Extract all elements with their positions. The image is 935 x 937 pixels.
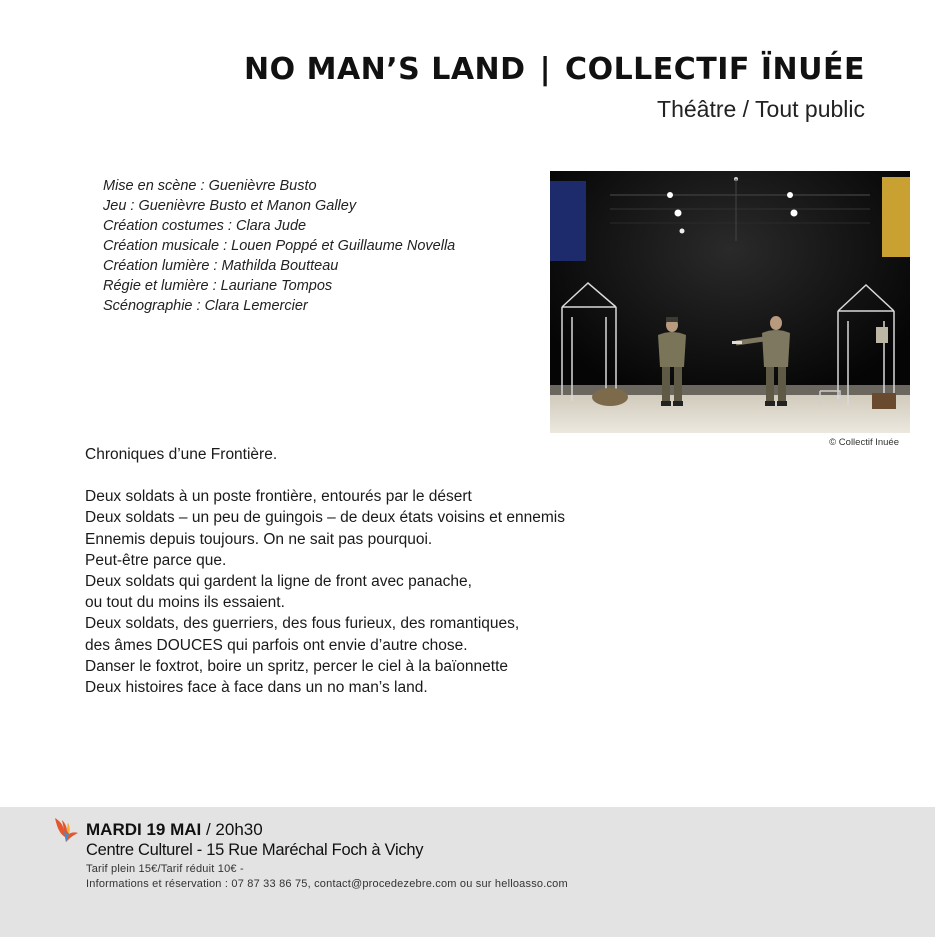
event-venue: Centre Culturel - 15 Rue Maréchal Foch à Vichy <box>86 841 424 859</box>
event-footer <box>0 807 935 937</box>
description-line: des âmes DOUCES qui parfois ont envie d’autre chose. <box>85 636 468 654</box>
description-line: Deux soldats, des guerriers, des fous furieux, des romantiques, <box>85 615 520 633</box>
title-separator: | <box>539 52 552 87</box>
credit-line: Création lumière : Mathilda Boutteau <box>103 258 339 274</box>
time-separator: / <box>201 820 216 839</box>
credit-line: Création musicale : Louen Poppé et Guillaume Novella <box>103 238 456 254</box>
description-line: Danser le foxtrot, boire un spritz, percer le ciel à la baïonnette <box>85 657 509 675</box>
description-line: Peut-être parce que. <box>85 551 227 569</box>
description-line: ou tout du moins ils essaient. <box>85 594 285 612</box>
bird-logo-icon <box>52 815 80 843</box>
credit-line: Jeu : Guenièvre Busto et Manon Galley <box>103 198 357 214</box>
description-line: Deux soldats qui gardent la ligne de front avec panache, <box>85 573 472 591</box>
credits-list <box>103 176 455 316</box>
event-pricing: Tarif plein 15€/Tarif réduit 10€ - <box>86 863 244 875</box>
company-name: COLLECTIF ÏNUÉE <box>565 52 865 87</box>
event-contact-info: Informations et réservation : 07 87 33 86 75, contact@procedezebre.com ou sur helloasso.com <box>86 878 568 890</box>
description-line: Ennemis depuis toujours. On ne sait pas pourquoi. <box>85 530 433 548</box>
credit-line: Scénographie : Clara Lemercier <box>103 298 308 314</box>
credit-line: Mise en scène : Guenièvre Busto <box>103 178 317 194</box>
page-title <box>244 52 865 87</box>
stage-photo <box>550 171 910 433</box>
event-time: 20h30 <box>215 820 263 839</box>
credit-line: Création costumes : Clara Jude <box>103 218 307 234</box>
description-line: Deux soldats – un peu de guingois – de deux états voisins et ennemis <box>85 509 565 527</box>
description-lead: Chroniques d’une Frontière. <box>85 446 278 463</box>
stage-photo-illustration <box>550 171 910 433</box>
description-line: Deux soldats à un poste frontière, entourés par le désert <box>85 488 472 506</box>
photo-copyright: © Collectif Inuée <box>829 437 899 448</box>
description <box>85 444 565 698</box>
credit-line: Régie et lumière : Lauriane Tompos <box>103 278 333 294</box>
description-line: Deux histoires face à face dans un no man’s land. <box>85 679 428 697</box>
event-date: MARDI 19 MAI <box>86 820 202 839</box>
event-date-row <box>86 820 263 840</box>
show-title: NO MAN’S LAND <box>244 52 526 87</box>
genre-subtitle: Théâtre / Tout public <box>657 96 865 122</box>
